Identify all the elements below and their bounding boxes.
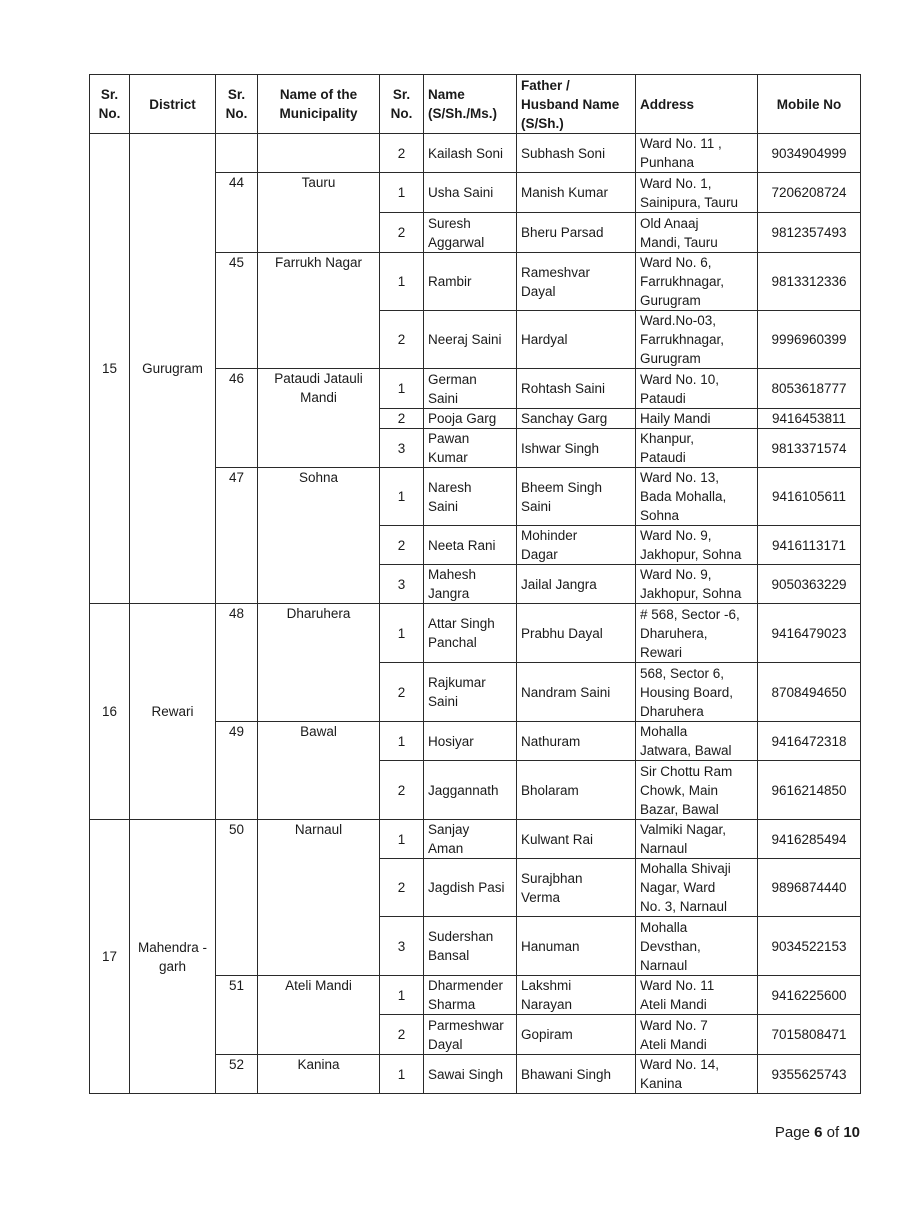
municipality-sr-cell: 48 xyxy=(216,604,258,722)
address-cell: Ward.No-03, Farrukhnagar, Gurugram xyxy=(636,311,758,369)
municipality-name-cell: Tauru xyxy=(258,173,380,253)
header-father: Father / Husband Name (S/Sh.) xyxy=(517,75,636,134)
header-municipality: Name of the Municipality xyxy=(258,75,380,134)
father-name-cell: Nathuram xyxy=(517,722,636,761)
person-name-cell: Neeraj Saini xyxy=(424,311,517,369)
address-cell: Ward No. 13, Bada Mohalla, Sohna xyxy=(636,468,758,526)
page-of-label: of xyxy=(826,1124,840,1141)
current-page: 6 xyxy=(814,1124,823,1141)
municipality-name-cell: Farrukh Nagar xyxy=(258,253,380,369)
address-cell: Ward No. 14, Kanina xyxy=(636,1055,758,1094)
mobile-cell: 9034522153 xyxy=(758,917,861,976)
person-sr-cell: 2 xyxy=(380,409,424,429)
address-cell: 568, Sector 6, Housing Board, Dharuhera xyxy=(636,663,758,722)
person-sr-cell: 1 xyxy=(380,722,424,761)
municipality-name-cell: Bawal xyxy=(258,722,380,820)
father-name-cell: Prabhu Dayal xyxy=(517,604,636,663)
municipality-name-cell: Ateli Mandi xyxy=(258,976,380,1055)
district-sr-cell: 16 xyxy=(90,604,130,820)
mobile-cell: 9813312336 xyxy=(758,253,861,311)
person-name-cell: Naresh Saini xyxy=(424,468,517,526)
person-name-cell: Suresh Aggarwal xyxy=(424,213,517,253)
mobile-cell: 7015808471 xyxy=(758,1015,861,1055)
mobile-cell: 9416479023 xyxy=(758,604,861,663)
district-sr-cell: 15 xyxy=(90,134,130,604)
address-cell: Haily Mandi xyxy=(636,409,758,429)
person-sr-cell: 2 xyxy=(380,311,424,369)
mobile-cell: 9896874440 xyxy=(758,859,861,917)
total-pages: 10 xyxy=(843,1124,860,1141)
address-cell: Ward No. 6, Farrukhnagar, Gurugram xyxy=(636,253,758,311)
father-name-cell: Surajbhan Verma xyxy=(517,859,636,917)
address-cell: Sir Chottu Ram Chowk, Main Bazar, Bawal xyxy=(636,761,758,820)
person-sr-cell: 2 xyxy=(380,213,424,253)
father-name-cell: Gopiram xyxy=(517,1015,636,1055)
mobile-cell: 9034904999 xyxy=(758,134,861,173)
municipality-sr-cell: 46 xyxy=(216,369,258,468)
mobile-cell: 9416285494 xyxy=(758,820,861,859)
father-name-cell: Bheem Singh Saini xyxy=(517,468,636,526)
person-name-cell: Rajkumar Saini xyxy=(424,663,517,722)
person-sr-cell: 2 xyxy=(380,859,424,917)
address-cell: # 568, Sector -6, Dharuhera, Rewari xyxy=(636,604,758,663)
municipality-name-cell: Pataudi Jatauli Mandi xyxy=(258,369,380,468)
father-name-cell: Ishwar Singh xyxy=(517,429,636,468)
municipality-name-cell: Narnaul xyxy=(258,820,380,976)
person-sr-cell: 3 xyxy=(380,565,424,604)
person-name-cell: Pooja Garg xyxy=(424,409,517,429)
father-name-cell: Hanuman xyxy=(517,917,636,976)
header-person-sr: Sr. No. xyxy=(380,75,424,134)
mobile-cell: 9355625743 xyxy=(758,1055,861,1094)
person-sr-cell: 1 xyxy=(380,369,424,409)
mobile-cell: 7206208724 xyxy=(758,173,861,213)
person-sr-cell: 2 xyxy=(380,134,424,173)
municipality-name-cell: Sohna xyxy=(258,468,380,604)
page-number xyxy=(775,1124,860,1141)
mobile-cell: 9416225600 xyxy=(758,976,861,1015)
father-name-cell: Rameshvar Dayal xyxy=(517,253,636,311)
municipality-sr-cell: 52 xyxy=(216,1055,258,1094)
person-sr-cell: 1 xyxy=(380,604,424,663)
header-address: Address xyxy=(636,75,758,134)
table-body xyxy=(90,134,861,1094)
person-sr-cell: 1 xyxy=(380,173,424,213)
person-name-cell: Hosiyar xyxy=(424,722,517,761)
person-sr-cell: 2 xyxy=(380,761,424,820)
person-name-cell: Neeta Rani xyxy=(424,526,517,565)
person-name-cell: Jagdish Pasi xyxy=(424,859,517,917)
table-header xyxy=(90,75,861,134)
mobile-cell: 9616214850 xyxy=(758,761,861,820)
person-name-cell: German Saini xyxy=(424,369,517,409)
address-cell: Ward No. 11 Ateli Mandi xyxy=(636,976,758,1015)
municipality-sr-cell: 45 xyxy=(216,253,258,369)
address-cell: Khanpur, Pataudi xyxy=(636,429,758,468)
table-row xyxy=(90,604,861,663)
address-cell: Ward No. 9, Jakhopur, Sohna xyxy=(636,565,758,604)
address-cell: Mohalla Devsthan, Narnaul xyxy=(636,917,758,976)
father-name-cell: Sanchay Garg xyxy=(517,409,636,429)
mobile-cell: 9416453811 xyxy=(758,409,861,429)
municipality-name-cell: Kanina xyxy=(258,1055,380,1094)
mobile-cell: 9050363229 xyxy=(758,565,861,604)
person-sr-cell: 2 xyxy=(380,526,424,565)
municipality-sr-cell: 44 xyxy=(216,173,258,253)
father-name-cell: Rohtash Saini xyxy=(517,369,636,409)
municipality-name-cell: Dharuhera xyxy=(258,604,380,722)
mobile-cell: 9812357493 xyxy=(758,213,861,253)
person-sr-cell: 2 xyxy=(380,1015,424,1055)
person-name-cell: Attar Singh Panchal xyxy=(424,604,517,663)
person-sr-cell: 1 xyxy=(380,820,424,859)
municipality-sr-cell: 47 xyxy=(216,468,258,604)
municipality-sr-cell: 51 xyxy=(216,976,258,1055)
address-cell: Ward No. 7 Ateli Mandi xyxy=(636,1015,758,1055)
person-sr-cell: 1 xyxy=(380,976,424,1015)
person-sr-cell: 2 xyxy=(380,663,424,722)
header-district: District xyxy=(130,75,216,134)
mobile-cell: 9416105611 xyxy=(758,468,861,526)
mobile-cell: 9416472318 xyxy=(758,722,861,761)
person-name-cell: Kailash Soni xyxy=(424,134,517,173)
address-cell: Valmiki Nagar, Narnaul xyxy=(636,820,758,859)
father-name-cell: Manish Kumar xyxy=(517,173,636,213)
table-row xyxy=(90,820,861,859)
person-sr-cell: 1 xyxy=(380,253,424,311)
address-cell: Mohalla Jatwara, Bawal xyxy=(636,722,758,761)
mobile-cell: 9416113171 xyxy=(758,526,861,565)
father-name-cell: Lakshmi Narayan xyxy=(517,976,636,1015)
person-sr-cell: 1 xyxy=(380,468,424,526)
person-name-cell: Mahesh Jangra xyxy=(424,565,517,604)
address-cell: Old Anaaj Mandi, Tauru xyxy=(636,213,758,253)
page-label: Page xyxy=(774,1124,810,1141)
person-name-cell: Pawan Kumar xyxy=(424,429,517,468)
person-sr-cell: 1 xyxy=(380,1055,424,1094)
mobile-cell: 8053618777 xyxy=(758,369,861,409)
municipality-sr-cell: 50 xyxy=(216,820,258,976)
person-name-cell: Sawai Singh xyxy=(424,1055,517,1094)
district-name-cell: Rewari xyxy=(130,604,216,820)
father-name-cell: Bhawani Singh xyxy=(517,1055,636,1094)
data-table xyxy=(89,74,861,1094)
person-name-cell: Sanjay Aman xyxy=(424,820,517,859)
father-name-cell: Bheru Parsad xyxy=(517,213,636,253)
address-cell: Ward No. 11 , Punhana xyxy=(636,134,758,173)
father-name-cell: Bholaram xyxy=(517,761,636,820)
person-name-cell: Rambir xyxy=(424,253,517,311)
person-name-cell: Dharmender Sharma xyxy=(424,976,517,1015)
address-cell: Ward No. 10, Pataudi xyxy=(636,369,758,409)
mobile-cell: 9813371574 xyxy=(758,429,861,468)
father-name-cell: Hardyal xyxy=(517,311,636,369)
mobile-cell: 8708494650 xyxy=(758,663,861,722)
municipality-name-cell xyxy=(258,134,380,173)
father-name-cell: Nandram Saini xyxy=(517,663,636,722)
father-name-cell: Jailal Jangra xyxy=(517,565,636,604)
address-cell: Ward No. 9, Jakhopur, Sohna xyxy=(636,526,758,565)
header-district-sr: Sr. No. xyxy=(90,75,130,134)
district-sr-cell: 17 xyxy=(90,820,130,1094)
person-name-cell: Jaggannath xyxy=(424,761,517,820)
father-name-cell: Mohinder Dagar xyxy=(517,526,636,565)
person-sr-cell: 3 xyxy=(380,429,424,468)
municipality-sr-cell: 49 xyxy=(216,722,258,820)
father-name-cell: Subhash Soni xyxy=(517,134,636,173)
person-name-cell: Usha Saini xyxy=(424,173,517,213)
person-name-cell: Parmeshwar Dayal xyxy=(424,1015,517,1055)
mobile-cell: 9996960399 xyxy=(758,311,861,369)
person-name-cell: Sudershan Bansal xyxy=(424,917,517,976)
municipality-sr-cell xyxy=(216,134,258,173)
address-cell: Ward No. 1, Sainipura, Tauru xyxy=(636,173,758,213)
table-row xyxy=(90,134,861,173)
address-cell: Mohalla Shivaji Nagar, Ward No. 3, Narnaul xyxy=(636,859,758,917)
district-name-cell: Gurugram xyxy=(130,134,216,604)
person-sr-cell: 3 xyxy=(380,917,424,976)
header-name: Name (S/Sh./Ms.) xyxy=(424,75,517,134)
header-municipality-sr: Sr. No. xyxy=(216,75,258,134)
father-name-cell: Kulwant Rai xyxy=(517,820,636,859)
district-name-cell: Mahendra - garh xyxy=(130,820,216,1094)
header-mobile: Mobile No xyxy=(758,75,861,134)
